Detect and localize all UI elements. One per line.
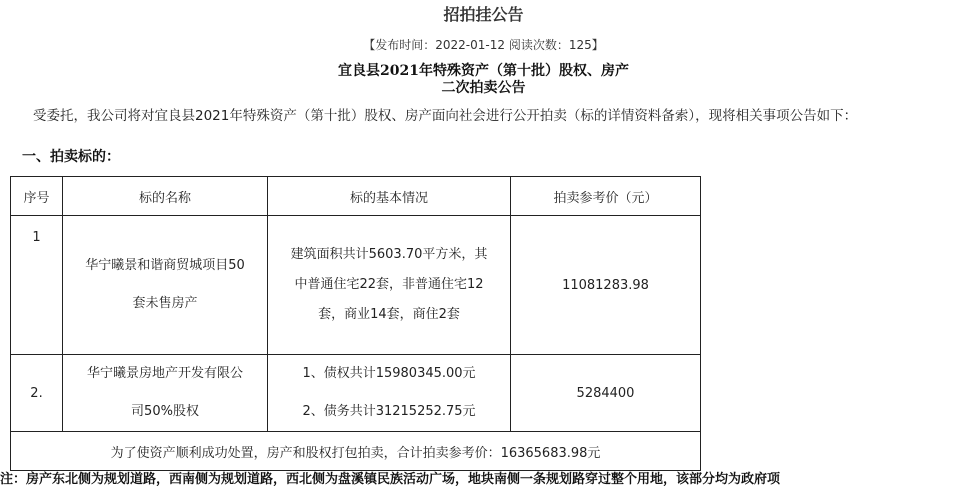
item-name: [63, 216, 268, 355]
footnote: 注：房产东北侧为规划道路，西南侧为规划道路，西北侧为盘溪镇民族活动广场，地块南侧一条规划路穿过整个用地，该部分均为政府项: [0, 472, 781, 487]
item-name-line: 套未售房产: [132, 296, 198, 311]
publish-meta: 【发布时间：2022-01-12 阅读次数：125】: [363, 38, 604, 52]
subtitle-line-1: 宜良县2021年特殊资产（第十批）股权、房产: [338, 63, 629, 79]
row-number: 1: [11, 216, 63, 355]
item-info-line: 建筑面积共计5603.70平方米，其: [290, 247, 488, 262]
item-name-line: 司50%股权: [131, 404, 199, 419]
column-header-name: 标的名称: [63, 177, 268, 216]
item-info-line: 中普通住宅22套，非普通住宅12: [294, 277, 484, 292]
announcement-subtitle: [0, 63, 967, 97]
row-number: 2.: [11, 355, 63, 432]
table-total-row: [11, 432, 701, 471]
table-header-row: [11, 177, 701, 216]
subtitle-line-2: 二次拍卖公告: [441, 80, 526, 96]
column-header-info: 标的基本情况: [268, 177, 511, 216]
item-info-line: 1、债权共计15980345.00元: [302, 366, 476, 381]
table-row: [11, 355, 701, 432]
item-price: 5284400: [511, 355, 701, 432]
page-title: 招拍挂公告: [443, 5, 524, 24]
item-info-line: 套，商业14套，商住2套: [318, 307, 460, 322]
item-name: [63, 355, 268, 432]
auction-items-table: [10, 176, 701, 471]
item-info: [268, 355, 511, 432]
total-price-note: 为了使资产顺利成功处置，房产和股权打包拍卖，合计拍卖参考价：16365683.98元: [11, 432, 701, 471]
item-name-line: 华宁曦景和谐商贸城项目50: [85, 258, 245, 273]
item-info: [268, 216, 511, 355]
item-name-line: 华宁曦景房地产开发有限公: [86, 366, 243, 381]
intro-paragraph: 受委托，我公司将对宜良县2021年特殊资产（第十批）股权、房产面向社会进行公开拍卖（标的详情资料备索），现将相关事项公告如下：: [33, 108, 858, 124]
item-price: 11081283.98: [511, 216, 701, 355]
column-header-price: 拍卖参考价（元）: [511, 177, 701, 216]
table-row: [11, 216, 701, 355]
column-header-number: 序号: [11, 177, 63, 216]
item-info-line: 2、债务共计31215252.75元: [302, 404, 476, 419]
section-heading-auction-items: 一、拍卖标的：: [22, 149, 120, 165]
